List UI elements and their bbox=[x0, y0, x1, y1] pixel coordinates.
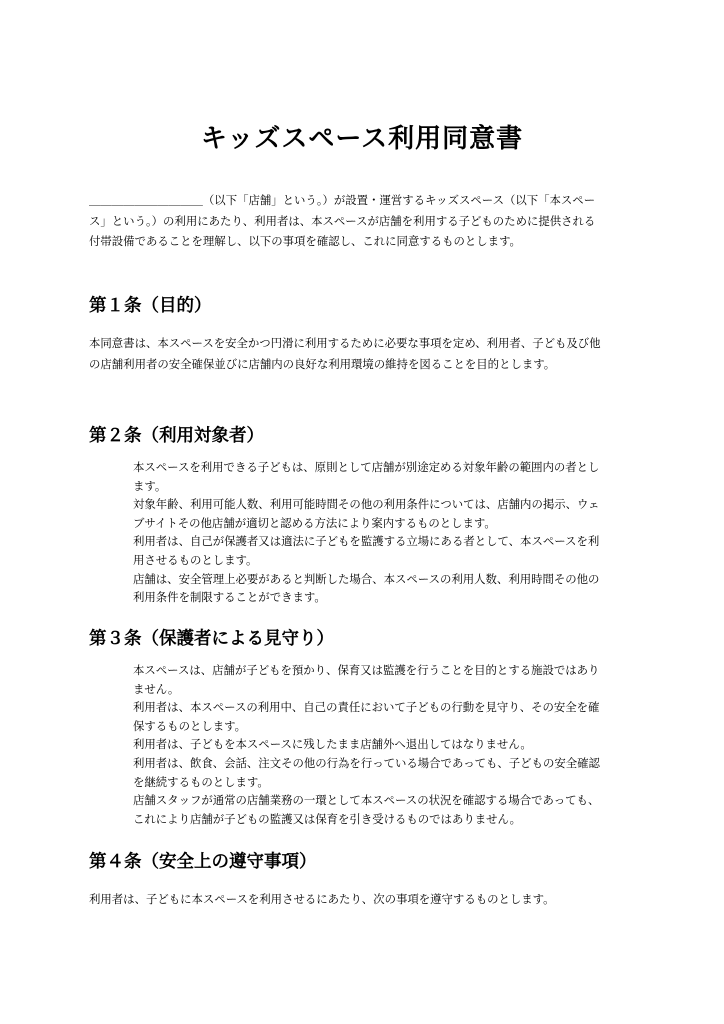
intro-line: 付帯設備であることを理解し、以下の事項を確認し、これに同意するものとします。 bbox=[89, 234, 521, 248]
item-line: ません。 bbox=[133, 681, 180, 696]
article1-line: 本同意書は、本スペースを安全かつ円滑に利用するために必要な事項を定め、利用者、子ども及び他 bbox=[89, 336, 601, 350]
item-line: 利用者は、子どもを本スペースに残したまま店舗外へ退出してはなりません。 bbox=[133, 737, 532, 752]
item-line: 用させるものとします。 bbox=[133, 552, 258, 567]
article4-heading: 第４条（安全上の遵守事項） bbox=[89, 852, 317, 872]
article2-heading: 第２条（利用対象者） bbox=[89, 426, 264, 446]
item-line: 保するものとします。 bbox=[133, 718, 246, 733]
item-line: 本スペースは、店舗が子どもを預かり、保育又は監護を行うことを目的とする施設ではあり bbox=[133, 663, 600, 677]
intro-line: ＿＿＿＿＿＿＿＿＿＿（以下「店舗」という。）が設置・運営するキッズスペース（以下「本スペー bbox=[89, 193, 596, 207]
item-line: 利用条件を制限することができます。 bbox=[133, 590, 326, 605]
intro-line: ス」という。）の利用にあたり、利用者は、本スペースが店舗を利用する子どものために提供される bbox=[89, 213, 596, 228]
item-line: ます。 bbox=[133, 478, 167, 493]
article3-item bbox=[133, 791, 633, 828]
article1-heading: 第１条（目的） bbox=[89, 296, 212, 316]
item-line: ブサイトその他店舗が適切と認める方法により案内するものとします。 bbox=[133, 515, 496, 530]
article4-body bbox=[89, 889, 637, 910]
article2-item bbox=[133, 532, 633, 569]
item-line: 店舗は、安全管理上必要があると判断した場合、本スペースの利用人数、利用時間その他の bbox=[133, 571, 600, 586]
item-line: 利用者は、自己が保護者又は適法に子どもを監護する立場にある者として、本スペースを利 bbox=[133, 534, 600, 549]
item-line: これにより店舗が子どもの監護又は保育を引き受けるものではありません。 bbox=[133, 811, 521, 826]
item-line: 本スペースを利用できる子どもは、原則として店舗が別途定める対象年齢の範囲内の者とし bbox=[133, 460, 600, 474]
article3-heading: 第３条（保護者による見守り） bbox=[89, 629, 334, 649]
article2-item bbox=[133, 570, 633, 607]
article3-list bbox=[133, 661, 633, 828]
article2-item bbox=[133, 495, 633, 532]
item-line: 利用者は、飲食、会話、注文その他の行為を行っている場合であっても、子どもの安全確認 bbox=[133, 755, 600, 770]
item-line: 店舗スタッフが通常の店舗業務の一環として本スペースの状況を確認する場合であっても、 bbox=[133, 793, 600, 808]
article1-line: の店舗利用者の安全確保並びに店舗内の良好な利用環境の維持を図ることを目的とします。 bbox=[89, 356, 556, 371]
article3-item bbox=[133, 698, 633, 735]
article1-body bbox=[89, 333, 637, 374]
item-line: を継続するものとします。 bbox=[133, 774, 269, 789]
article2-list bbox=[133, 458, 633, 607]
article3-item bbox=[133, 754, 633, 791]
document-title: キッズスペース利用同意書 bbox=[200, 124, 524, 154]
article4-line: 利用者は、子どもに本スペースを利用させるにあたり、次の事項を遵守するものとします。 bbox=[89, 892, 555, 906]
item-line: 利用者は、本スペースの利用中、自己の責任において子どもの行動を見守り、その安全を確 bbox=[133, 700, 600, 715]
article2-item bbox=[133, 458, 633, 495]
item-line: 対象年齢、利用可能人数、利用可能時間その他の利用条件については、店舗内の掲示、ウェ bbox=[133, 497, 600, 512]
article3-item bbox=[133, 661, 633, 698]
intro-paragraph bbox=[89, 190, 637, 252]
article3-item bbox=[133, 735, 633, 754]
